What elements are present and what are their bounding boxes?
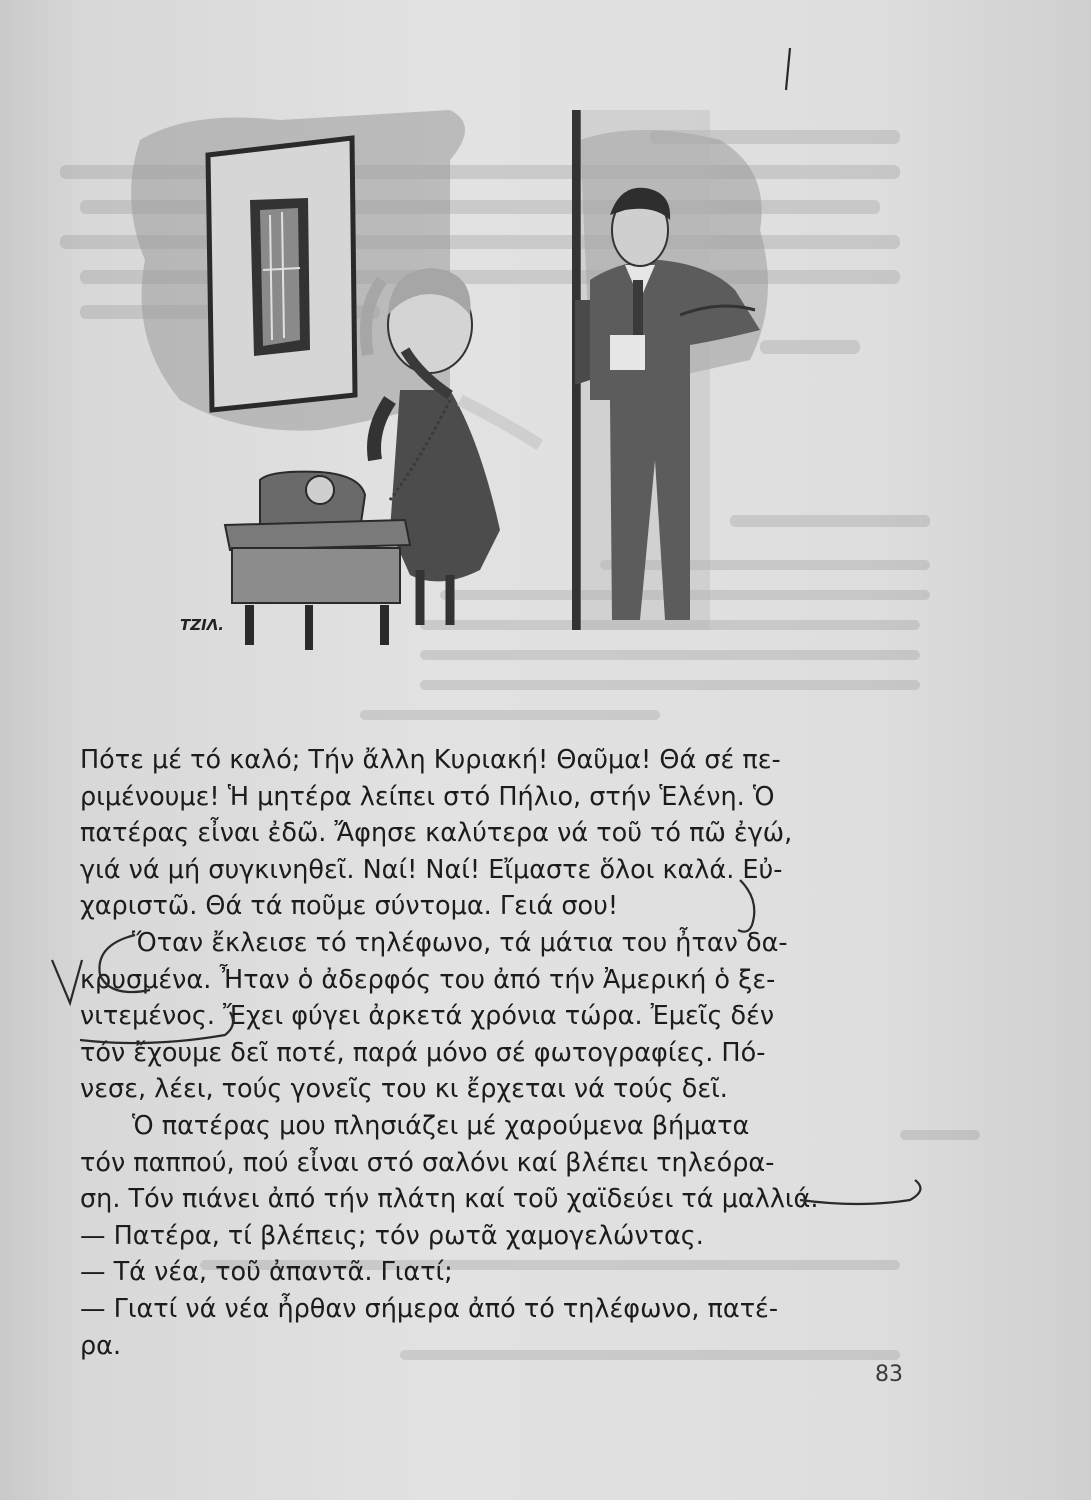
body-text [80, 742, 920, 1364]
pencil-mark-top [786, 48, 790, 90]
text-line-8: νιτεμένος. Ἔχει φύγει ἀρκετά χρόνια τώρα. Ἐμεῖς δέν [80, 1001, 775, 1032]
artist-signature: ΤΖΙΛ. [180, 616, 224, 634]
text-line-7: κρυσμένα. Ἦταν ὁ ἀδερφός του ἀπό τήν Ἀμερική ὁ ξε- [80, 964, 776, 995]
telephone-table [225, 472, 410, 650]
text-line-11: Ὁ πατέρας μου πλησιάζει μέ χαρούμενα βήματα [132, 1110, 750, 1141]
girl-on-telephone-with-man-in-doorway-illustration [120, 100, 780, 660]
text-line-5: χαριστῶ. Θά τά ποῦμε σύντομα. Γειά σου! [80, 891, 619, 922]
page-number: 83 [875, 1362, 903, 1387]
text-line-13: ση. Τόν πιάνει ἀπό τήν πλάτη καί τοῦ χαϊδεύει τά μαλλιά. [80, 1184, 819, 1215]
text-line-14: — Πατέρα, τί βλέπεις; τόν ρωτᾶ χαμογελώντας. [80, 1220, 704, 1251]
text-line-9: τόν ἔχουμε δεῖ ποτέ, παρά μόνο σέ φωτογραφίες. Πό- [80, 1037, 766, 1068]
text-line-17: ρα. [80, 1330, 122, 1361]
text-line-6: Ὅταν ἔκλεισε τό τηλέφωνο, τά μάτια του ἦταν δα- [132, 927, 788, 958]
text-line-4: γιά νά μή συγκινηθεῖ. Ναί! Ναί! Εἴμαστε ὅλοι καλά. Εὐ- [80, 854, 783, 885]
text-line-12: τόν παππού, πού εἶναι στό σαλόνι καί βλέπει τηλεόρα- [80, 1147, 775, 1178]
text-line-10: νεσε, λέει, τούς γονεῖς του κι ἔρχεται νά τούς δεῖ. [80, 1074, 728, 1105]
framed-picture [208, 138, 355, 410]
text-line-15: — Τά νέα, τοῦ ἀπαντᾶ. Γιατί; [80, 1257, 453, 1288]
text-line-16: — Γιατί νά νέα ἦρθαν σήμερα ἀπό τό τηλέφωνο, πατέ- [80, 1293, 779, 1324]
text-line-2: ριμένουμε! Ἡ μητέρα λείπει στό Πήλιο, στήν Ἑλένη. Ὁ [80, 781, 775, 812]
text-line-1: Πότε μέ τό καλό; Τήν ἄλλη Κυριακή! Θαῦμα! Θά σέ πε- [80, 745, 781, 775]
pencil-check-mark [52, 960, 82, 1003]
text-line-3: πατέρας εἶναι ἐδῶ. Ἄφησε καλύτερα νά τοῦ τό πῶ ἐγώ, [80, 818, 793, 849]
